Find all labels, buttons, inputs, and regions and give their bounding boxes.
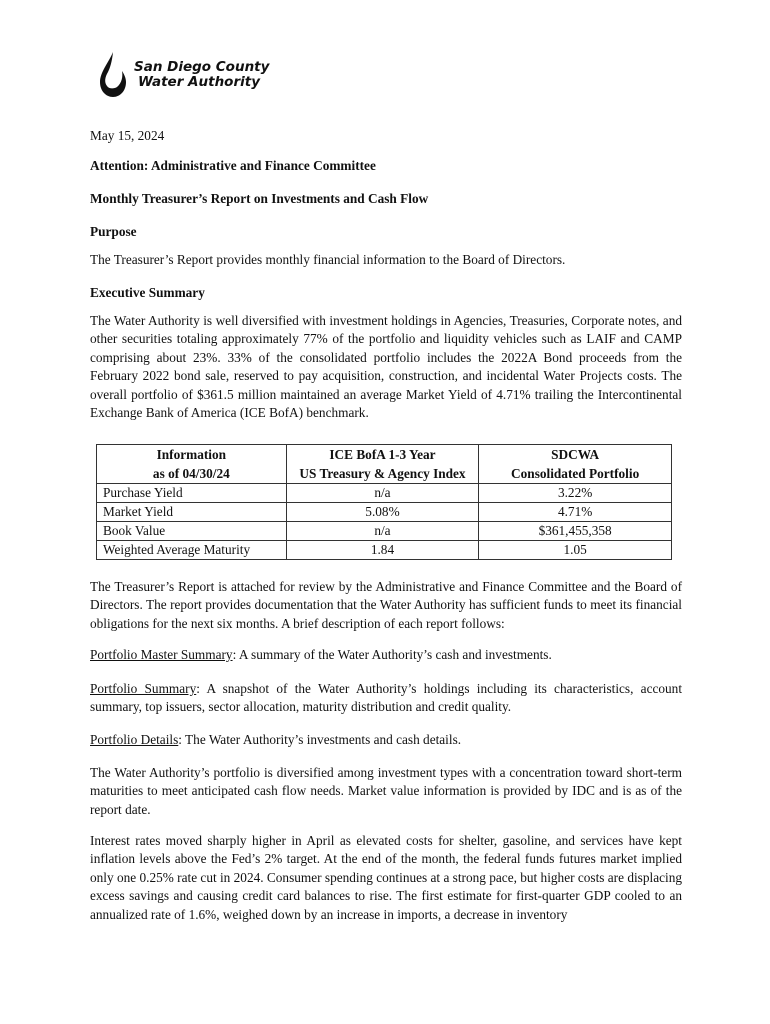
- portfolio-value: 4.71%: [479, 503, 672, 522]
- diversification-paragraph: The Water Authority’s portfolio is diversified among investment types with a concentration toward short-term maturities to meet anticipated cash flow needs. Market value information is provided by IDC and is as of the report date.: [90, 765, 682, 817]
- organization-logo: [96, 50, 269, 100]
- column-header-benchmark: [286, 445, 479, 484]
- table-row: [97, 503, 672, 522]
- benchmark-value: n/a: [286, 522, 479, 541]
- purpose-text: The Treasurer’s Report provides monthly financial information to the Board of Directors.: [90, 252, 566, 267]
- row-label: Market Yield: [97, 503, 287, 522]
- header-line: ICE BofA 1-3 Year: [329, 447, 436, 462]
- row-label: Purchase Yield: [97, 484, 287, 503]
- portfolio-value: 3.22%: [479, 484, 672, 503]
- table-header-row: [97, 445, 672, 484]
- benchmark-value: 5.08%: [286, 503, 479, 522]
- row-label: Book Value: [97, 522, 287, 541]
- row-label: Weighted Average Maturity: [97, 541, 287, 560]
- report-desc: : A summary of the Water Authority’s cash and investments.: [232, 647, 552, 662]
- table-row: [97, 541, 672, 560]
- table-row: [97, 522, 672, 541]
- letter-date: May 15, 2024: [90, 128, 165, 143]
- header-line: as of 04/30/24: [152, 466, 230, 481]
- report-title: Portfolio Master Summary: [90, 647, 233, 662]
- header-line: SDCWA: [551, 447, 600, 462]
- logo-line-2: Water Authority: [138, 74, 260, 90]
- report-description-portfolio-details: [90, 731, 682, 749]
- portfolio-value: 1.05: [479, 541, 672, 560]
- report-title: Portfolio Summary: [90, 681, 197, 696]
- subject-line: Monthly Treasurer’s Report on Investments and Cash Flow: [90, 191, 429, 206]
- report-description-portfolio-summary: [90, 680, 682, 717]
- purpose-heading: Purpose: [90, 224, 137, 239]
- report-desc: : A snapshot of the Water Authority’s holdings including its characteristics, account summary, top issuers, sector allocation, maturity distribution and credit quality.: [90, 681, 683, 715]
- header-line: Consolidated Portfolio: [511, 466, 640, 481]
- attention-line: Attention: Administrative and Finance Committee: [90, 158, 376, 173]
- logo-line-1: San Diego County: [134, 59, 270, 75]
- report-title: Portfolio Details: [90, 732, 179, 747]
- report-desc: : The Water Authority’s investments and cash details.: [178, 732, 462, 747]
- benchmark-value: 1.84: [286, 541, 479, 560]
- report-description-master-summary: [90, 646, 682, 664]
- header-line: US Treasury & Agency Index: [299, 466, 466, 481]
- executive-summary-heading: Executive Summary: [90, 285, 205, 300]
- column-header-portfolio: [479, 445, 672, 484]
- water-drop-logo-icon: [96, 50, 130, 100]
- benchmark-value: n/a: [286, 484, 479, 503]
- portfolio-value: $361,455,358: [479, 522, 672, 541]
- table-row: [97, 484, 672, 503]
- executive-summary-text: The Water Authority is well diversified with investment holdings in Agencies, Treasuries, Corporate notes, and other securities totaling approximately 77% of the portfolio and liquidity vehicles such as LAIF and CAMP comprising about 23%. 33% of the consolidated portfolio includes the 2022A Bond proceeds from the February 2022 bond sale, reserved to pay acquisition, construction, and incidental Water Projects costs. The overall portfolio of $361.5 million maintained an average Market Yield of 4.71% trailing the Intercontinental Exchange Bank of America (ICE BofA) benchmark.: [90, 313, 682, 421]
- header-line: Information: [156, 447, 227, 462]
- yield-comparison-table: [96, 444, 672, 560]
- report-intro-paragraph: The Treasurer’s Report is attached for review by the Administrative and Finance Committee and the Board of Directors. The report provides documentation that the Water Authority has sufficient funds to meet its financial obligations for the next six months. A brief description of each report follows:: [90, 579, 682, 631]
- interest-rates-paragraph: Interest rates moved sharply higher in April as elevated costs for shelter, gasoline, and services have kept inflation levels above the Fed’s 2% target. At the end of the month, the federal funds futures market implied only one 0.25% rate cut in 2024. Consumer spending continues at a strong pace, but higher costs are displacing excess savings and causing credit card balances to rise. The first estimate for first-quarter GDP cooled to an annualized rate of 1.6%, weighed down by an increase in imports, a decrease in inventory: [90, 833, 682, 922]
- column-header-information: [97, 445, 287, 484]
- logo-wordmark: [134, 60, 269, 90]
